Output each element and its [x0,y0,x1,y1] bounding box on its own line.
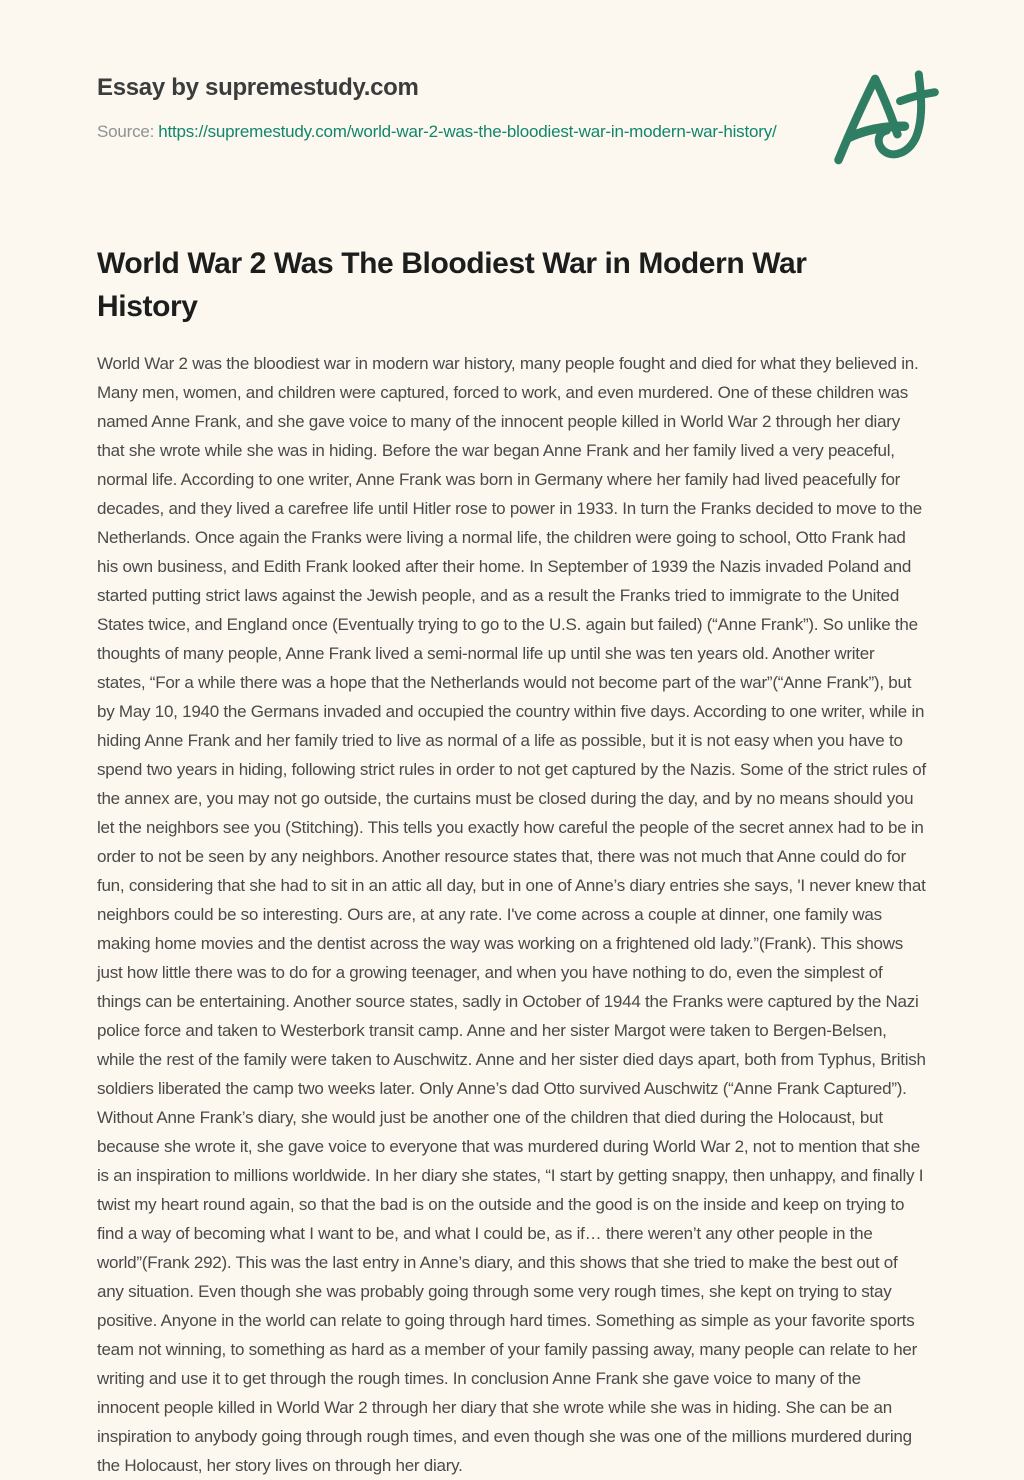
source-line [97,122,927,142]
supremestudy-logo [826,62,942,176]
a-plus-logo-icon [826,62,942,176]
essay-content [97,242,927,1480]
source-label: Source: [97,122,155,141]
essay-title: World War 2 Was The Bloodiest War in Modern War History [97,247,807,323]
site-header-title: Essay by supremestudy.com [97,74,419,101]
page-header [97,74,927,142]
essay-body: World War 2 was the bloodiest war in modern war history, many people fought and died for what they believed in. Many men, women, and children were captured, forced to work, and even murdered. One of these children was named Anne Frank, and she gave voice to many of the innocent people killed in World War 2 through her diary that she wrote while she was in hiding. Before the war began Anne Frank and her family lived a very peaceful, normal life. According to one writer, Anne Frank was born in Germany where her family had lived peacefully for decades, and they lived a carefree life until Hitler rose to power in 1933. In turn the Franks decided to move to the Netherlands. Once again the Franks were living a normal life, the children were going to school, Otto Frank had his own business, and Edith Frank looked after their home. In September of 1939 the Nazis invaded Poland and started putting strict laws against the Jewish people, and as a result the Franks tried to immigrate to the United States twice, and England once (Eventually trying to go to the U.S. again but failed) (“Anne Frank”). So unlike the thoughts of many people, Anne Frank lived a semi-normal life up until she was ten years old. Another writer states, “For a while there was a hope that the Netherlands would not become part of the war”(“Anne Frank”), but by May 10, 1940 the Germans invaded and occupied the country within five days. According to one writer, while in hiding Anne Frank and her family tried to live as normal of a life as possible, but it is not easy when you have to spend two years in hiding, following strict rules in order to not get captured by the Nazis. Some of the strict rules of the annex are, you may not go outside, the curtains must be closed during the day, and by no means should you let the neighbors see you (Stitching). This tells you exactly how careful the people of the secret annex had to be in order to not be seen by any neighbors. Another resource states that, there was not much that Anne could do for fun, considering that she had to sit in an attic all day, but in one of Anne’s diary entries she says, 'I never knew that neighbors could be so interesting. Ours are, at any rate. I've come across a couple at dinner, one family was making home movies and the dentist across the way was working on a frightened old lady.”(Frank). This shows just how little there was to do for a growing teenager, and when you have nothing to do, even the simplest of things can be entertaining. Another source states, sadly in October of 1944 the Franks were captured by the Nazi police force and taken to Westerbork transit camp. Anne and her sister Margot were taken to Bergen-Belsen, while the rest of the family were taken to Auschwitz. Anne and her sister died days apart, both from Typhus, British soldiers liberated the camp two weeks later. Only Anne’s dad Otto survived Auschwitz (“Anne Frank Captured”). Without Anne Frank’s diary, she would just be another one of the children that died during the Holocaust, but because she wrote it, she gave voice to everyone that was murdered during World War 2, not to mention that she is an inspiration to millions worldwide. In her diary she states, “I start by getting snappy, then unhappy, and finally I twist my heart round again, so that the bad is on the outside and the good is on the inside and keep on trying to find a way of becoming what I want to be, and what I could be, as if… there weren’t any other people in the world”(Frank 292). This was the last entry in Anne’s diary, and this shows that she tried to make the best out of any situation. Even though she was probably going through some very rough times, she kept on trying to stay positive. Anyone in the world can relate to going through hard times. Something as simple as your favorite sports team not winning, to something as hard as a member of your family passing away, many people can relate to her writing and use it to get through the rough times. In conclusion Anne Frank she gave voice to many of the innocent people killed in World War 2 through her diary that she wrote while she was in hiding. She can be an inspiration to anybody going through rough times, and even though she was one of the millions murdered during the Holocaust, her story lives on through her diary. [97,354,926,1475]
source-link[interactable]: https://supremestudy.com/world-war-2-was-the-bloodiest-war-in-modern-war-history/ [158,122,777,141]
